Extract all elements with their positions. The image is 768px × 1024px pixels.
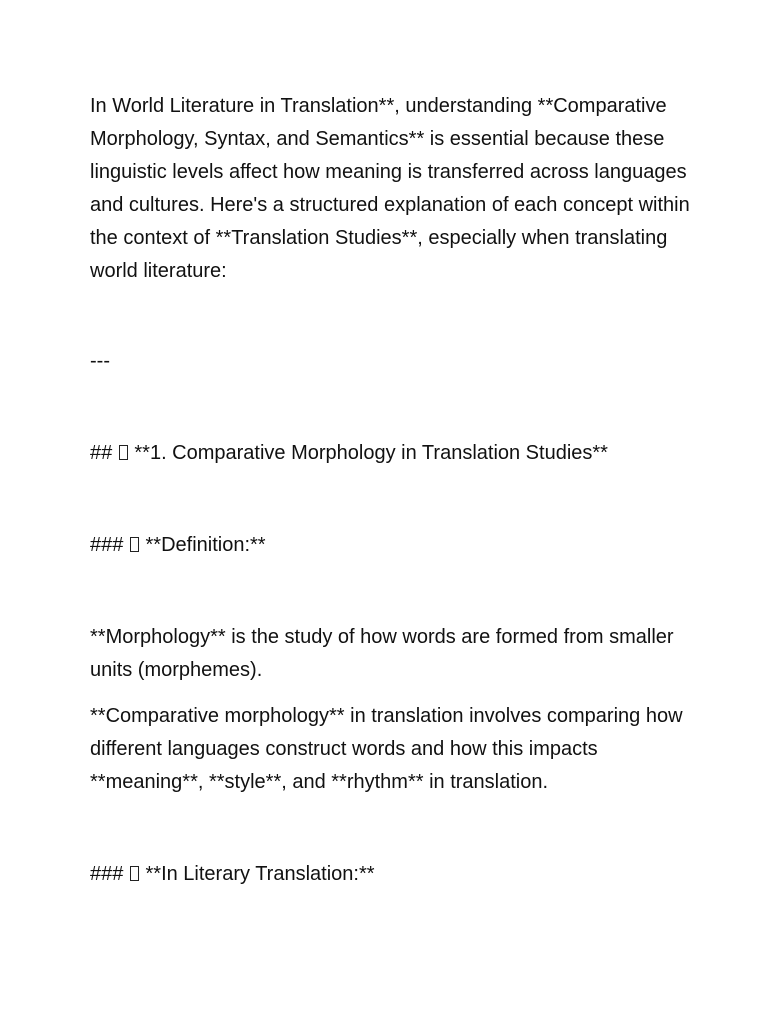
intro-paragraph: In World Literature in Translation**, understanding **Comparative Morphology, Syntax, and Semantics** is essential because these linguistic levels affect how meaning is transferred across languages and cultures. Here's a structured explanation of each concept within the context of **Translation Studies**, especially when translating world literature:: [90, 95, 690, 282]
document-page: [90, 90, 690, 891]
definition-paragraph-2: **Comparative morphology** in translation involves comparing how different languages construct words and how this impacts **meaning**, **style**, and **rhythm** in translation.: [90, 705, 683, 793]
horizontal-rule-text: ---: [90, 350, 110, 372]
heading-prefix: ###: [90, 863, 124, 885]
heading-prefix: ##: [90, 442, 113, 464]
heading-text: **1. Comparative Morphology in Translation Studies**: [134, 442, 608, 464]
missing-glyph-icon: [130, 866, 139, 881]
section-heading-morphology: [90, 437, 690, 470]
heading-prefix: ###: [90, 534, 124, 556]
subheading-literary-translation: [90, 858, 690, 891]
missing-glyph-icon: [130, 537, 139, 552]
definition-paragraph-1: **Morphology** is the study of how words are formed from smaller units (morphemes).: [90, 626, 674, 681]
heading-text: **Definition:**: [145, 534, 266, 556]
missing-glyph-icon: [119, 445, 128, 460]
heading-text: **In Literary Translation:**: [145, 863, 375, 885]
subheading-definition: [90, 529, 690, 562]
